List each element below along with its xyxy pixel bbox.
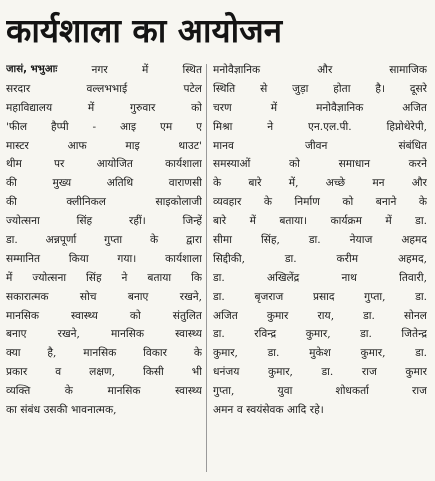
text-line: 'फील हैप्पी - आइ एम ए	[6, 120, 202, 133]
text-line: सरदार वल्लभभाई पटेल	[6, 82, 202, 95]
text-line: में ज्योत्सना सिंह ने बताया कि	[6, 271, 202, 284]
text-line: प्रकार व लक्षण, किसी भी	[6, 366, 202, 379]
text-line: कुमार, डा. मुकेश कुमार, डा.	[213, 347, 427, 360]
text-line: मानव जीवन संबंधित	[213, 139, 427, 152]
text-line: गुप्ता, युवा शोधकर्ता राज	[213, 385, 427, 398]
text-line: व्यवहार के निर्माण को बनाने के	[213, 196, 427, 209]
text-line: के बारे में, अच्छे मन और	[213, 177, 427, 190]
text-line: डा. अन्नपूर्णा गुप्ता के द्वारा	[6, 234, 202, 247]
text-line: बारे में बताया। कार्यक्रम में डा.	[213, 215, 427, 228]
text-line: बनाए रखने, मानसिक स्वास्थ्य	[6, 328, 202, 341]
text-line: मानसिक स्वास्थ्य को संतुलित	[6, 309, 202, 322]
text-line: जासं, भभुआः नगर में स्थित	[6, 61, 202, 80]
text-line: मिश्रा ने एन.एल.पी. हिप्नोथेरेपी,	[213, 120, 427, 133]
text-line: की क्लीनिकल साइकोलाजी	[6, 196, 202, 209]
text-line: व्यक्ति के मानसिक स्वास्थ्य	[6, 385, 202, 398]
text-line: मनोवैज्ञानिक और सामाजिक	[213, 64, 427, 76]
text-line: थीम पर आयोजित कार्यशाला	[6, 158, 202, 171]
text-line: सीमा सिंह, डा. नेयाज अहमद	[213, 234, 427, 247]
text-line: स्थिति से जुड़ा होता है। दूसरे	[213, 82, 427, 95]
text-line: चरण में मनोवैज्ञानिक अजित	[213, 101, 427, 114]
text-line: सम्मानित किया गया। कार्यशाला	[6, 252, 202, 265]
text-line: की मुख्य अतिथि वाराणसी	[6, 177, 202, 190]
text-line: सिद्दीकी, डा. करीम अहमद,	[213, 252, 427, 265]
column-divider	[206, 64, 207, 472]
text-line: अजित कुमार राय, डा. सोनल	[213, 309, 427, 322]
text-line: समस्याओं को समाधान करने	[213, 158, 427, 171]
text-line: महाविद्यालय में गुरुवार को	[6, 101, 202, 114]
text-line: सकारात्मक सोच बनाए रखने,	[6, 290, 202, 303]
text-line: डा. अखिलेंद्र नाथ तिवारी,	[213, 271, 427, 284]
text-line: ज्योत्सना सिंह रहीं। जिन्हें	[6, 215, 202, 228]
headline: कार्यशाला का आयोजन	[6, 11, 283, 50]
right-column	[213, 61, 427, 477]
text-line: धनंजय कुमार, डा. राज कुमार	[213, 366, 427, 379]
text-line: का संबंध उसकी भावनात्मक,	[6, 404, 117, 417]
text-line: डा. बृजराज प्रसाद गुप्ता, डा.	[213, 290, 427, 303]
text-line: डा. रविन्द्र कुमार, डा. जितेन्द्र	[213, 328, 427, 341]
text-line: मास्टर आफ माइ थाउट'	[6, 139, 202, 152]
text-line: अमन व स्वयंसेवक आदि रहे।	[213, 404, 324, 417]
dateline: जासं, भभुआः	[6, 64, 58, 75]
text-line: क्या है, मानसिक विकार के	[6, 347, 202, 360]
left-column	[6, 61, 202, 477]
